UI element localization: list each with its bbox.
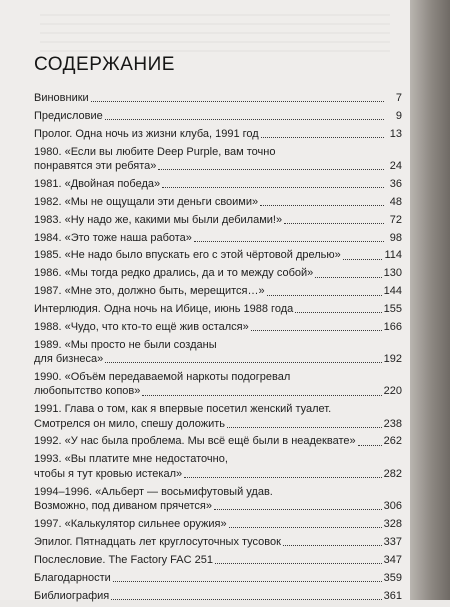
dot-leader [158,169,384,170]
page-number: 328 [383,517,402,530]
toc-entry-title: чтобы я тут кровью истекал» [34,467,183,480]
bleed-through-text [40,14,390,54]
toc-entry-title: 1997. «Калькулятор сильнее оружия» [34,517,227,530]
toc-entry [34,338,402,367]
toc-entry-title: 1992. «У нас была проблема. Мы всё ещё были в неадеквате» [34,435,356,448]
toc-entry-row [34,352,402,366]
toc-entry-title: Пролог. Одна ночь из жизни клуба, 1991 год [34,127,259,140]
toc-entry-row [34,434,402,448]
page-number: 130 [383,267,402,280]
toc-entry [34,127,402,141]
toc-entry [34,485,402,514]
toc-entry-title: Интерлюдия. Одна ночь на Ибице, июнь 1988 года [34,303,294,316]
toc-entry [34,109,402,123]
toc-entry-title: Смотрелся он мило, спешу доложить [34,417,226,430]
page-number: 347 [383,553,402,566]
toc-entry-title-line: 1993. «Вы платите мне недостаточно, [34,453,228,466]
page-number: 36 [389,177,402,190]
toc-entry-row [34,266,402,280]
toc-entry [34,535,402,549]
toc-entry-title: любопытство копов» [34,385,141,398]
toc-entry [34,402,402,431]
dot-leader [227,427,382,428]
toc-entry [34,248,402,262]
toc-entry-title: Благодарности [34,571,111,584]
page-number: 359 [383,571,402,584]
toc-heading: СОДЕРЖАНИЕ [34,54,175,75]
toc-entry-row [34,91,402,105]
dot-leader [215,563,382,564]
toc-entry-title: для бизнеса» [34,353,104,366]
toc-entry [34,213,402,227]
toc-entry [34,195,402,209]
page-number: 48 [389,195,402,208]
page-number: 7 [395,92,402,104]
page-number: 155 [383,303,402,316]
toc-entry [34,177,402,191]
toc-entry-row [34,417,402,431]
page-number: 282 [383,467,402,480]
toc-entry-row [34,535,402,549]
toc-entry-title: Предисловие [34,109,103,122]
page-number: 13 [389,127,402,140]
dot-leader [358,445,382,446]
page-number: 306 [383,499,402,512]
page-number: 9 [395,109,402,122]
toc-entry-row [34,517,402,531]
toc-entry-title-line: 1989. «Мы просто не были созданы [34,338,217,351]
toc-entry [34,320,402,334]
page-number: 114 [384,249,402,262]
toc-entry [34,452,402,481]
toc-entry-title: 1983. «Ну надо же, какими мы были дебилами!» [34,213,283,226]
dot-leader [295,312,381,313]
dot-leader [343,259,383,260]
toc-entry-title: 1982. «Мы не ощущали эти деньги своими» [34,195,259,208]
toc-entry [34,284,402,298]
dot-leader [229,527,382,528]
table-of-contents [34,91,402,607]
toc-entry [34,302,402,316]
dot-leader [194,241,384,242]
page-number: 166 [383,320,402,333]
toc-entry-row [34,553,402,567]
page-number: 337 [383,535,402,548]
toc-entry-row [34,213,402,227]
toc-entry-row [34,159,402,173]
page-number: 72 [389,213,402,226]
toc-entry [34,266,402,280]
toc-entry-title: 1985. «Не надо было впускать его с этой чёртовой дрелью» [34,249,341,262]
toc-entry-title-line: 1980. «Если вы любите Deep Purple, вам точно [34,145,276,158]
dot-leader [261,137,384,138]
toc-entry-title: 1984. «Это тоже наша работа» [34,231,192,244]
toc-entry-row [34,320,402,334]
toc-entry-title: Возможно, под диваном прячется» [34,499,212,512]
toc-entry [34,553,402,567]
toc-entry-title: Библиография [34,589,110,602]
page-number: 144 [383,285,402,298]
toc-entry-row [34,384,402,398]
toc-entry-title-line: 1994–1996. «Альберт — восьмифутовый удав. [34,485,273,498]
toc-entry [34,517,402,531]
toc-entry-row [34,109,402,123]
toc-entry [34,571,402,585]
page-number: 238 [383,417,402,430]
toc-entry-title-line: 1990. «Объём передаваемой наркоты подогревал [34,371,291,384]
toc-entry-row [34,177,402,191]
dot-leader [284,223,384,224]
dot-leader [251,330,382,331]
dot-leader [260,205,384,206]
toc-entry-title: 1986. «Мы тогда редко дрались, да и то между собой» [34,267,314,280]
page-number: 262 [383,435,402,448]
toc-entry-row [34,571,402,585]
toc-entry-row [34,499,402,513]
toc-entry-row [34,284,402,298]
dot-leader [105,119,384,120]
dot-leader [283,545,382,546]
toc-entry-title: понравятся эти ребята» [34,159,157,172]
page-number: 361 [383,589,402,602]
dot-leader [315,277,381,278]
toc-entry-row [34,248,402,262]
toc-entry [34,231,402,245]
page-number: 24 [389,159,402,172]
toc-entry-row [34,467,402,481]
toc-entry-title: Эпилог. Пятнадцать лет круглосуточных тусовок [34,535,281,548]
toc-entry-row [34,195,402,209]
page-number: 220 [383,385,402,398]
dot-leader [184,477,382,478]
dot-leader [214,509,382,510]
page-number: 98 [389,231,402,244]
dot-leader [142,395,381,396]
toc-entry-title: 1988. «Чудо, что кто-то ещё жив остался» [34,320,249,333]
toc-entry-title-line: 1991. Глава о том, как я впервые посетил женский туалет. [34,403,332,416]
toc-entry [34,434,402,448]
toc-entry-row [34,302,402,316]
toc-entry-title: 1987. «Мне это, должно быть, мерещится…» [34,285,265,298]
toc-entry-title: Послесловие. The Factory FAC 251 [34,553,213,566]
dot-leader [267,295,382,296]
toc-entry-row [34,231,402,245]
toc-entry [34,589,402,603]
book-spine-shadow [410,0,450,600]
dot-leader [113,581,382,582]
page-number: 192 [383,353,402,366]
dot-leader [91,101,384,102]
dot-leader [162,187,384,188]
toc-entry-title: Виновники [34,92,89,104]
toc-entry-row [34,589,402,603]
toc-entry [34,370,402,399]
dot-leader [105,362,381,363]
toc-entry [34,145,402,174]
toc-entry-row [34,127,402,141]
toc-entry [34,91,402,105]
toc-entry-title: 1981. «Двойная победа» [34,177,161,190]
